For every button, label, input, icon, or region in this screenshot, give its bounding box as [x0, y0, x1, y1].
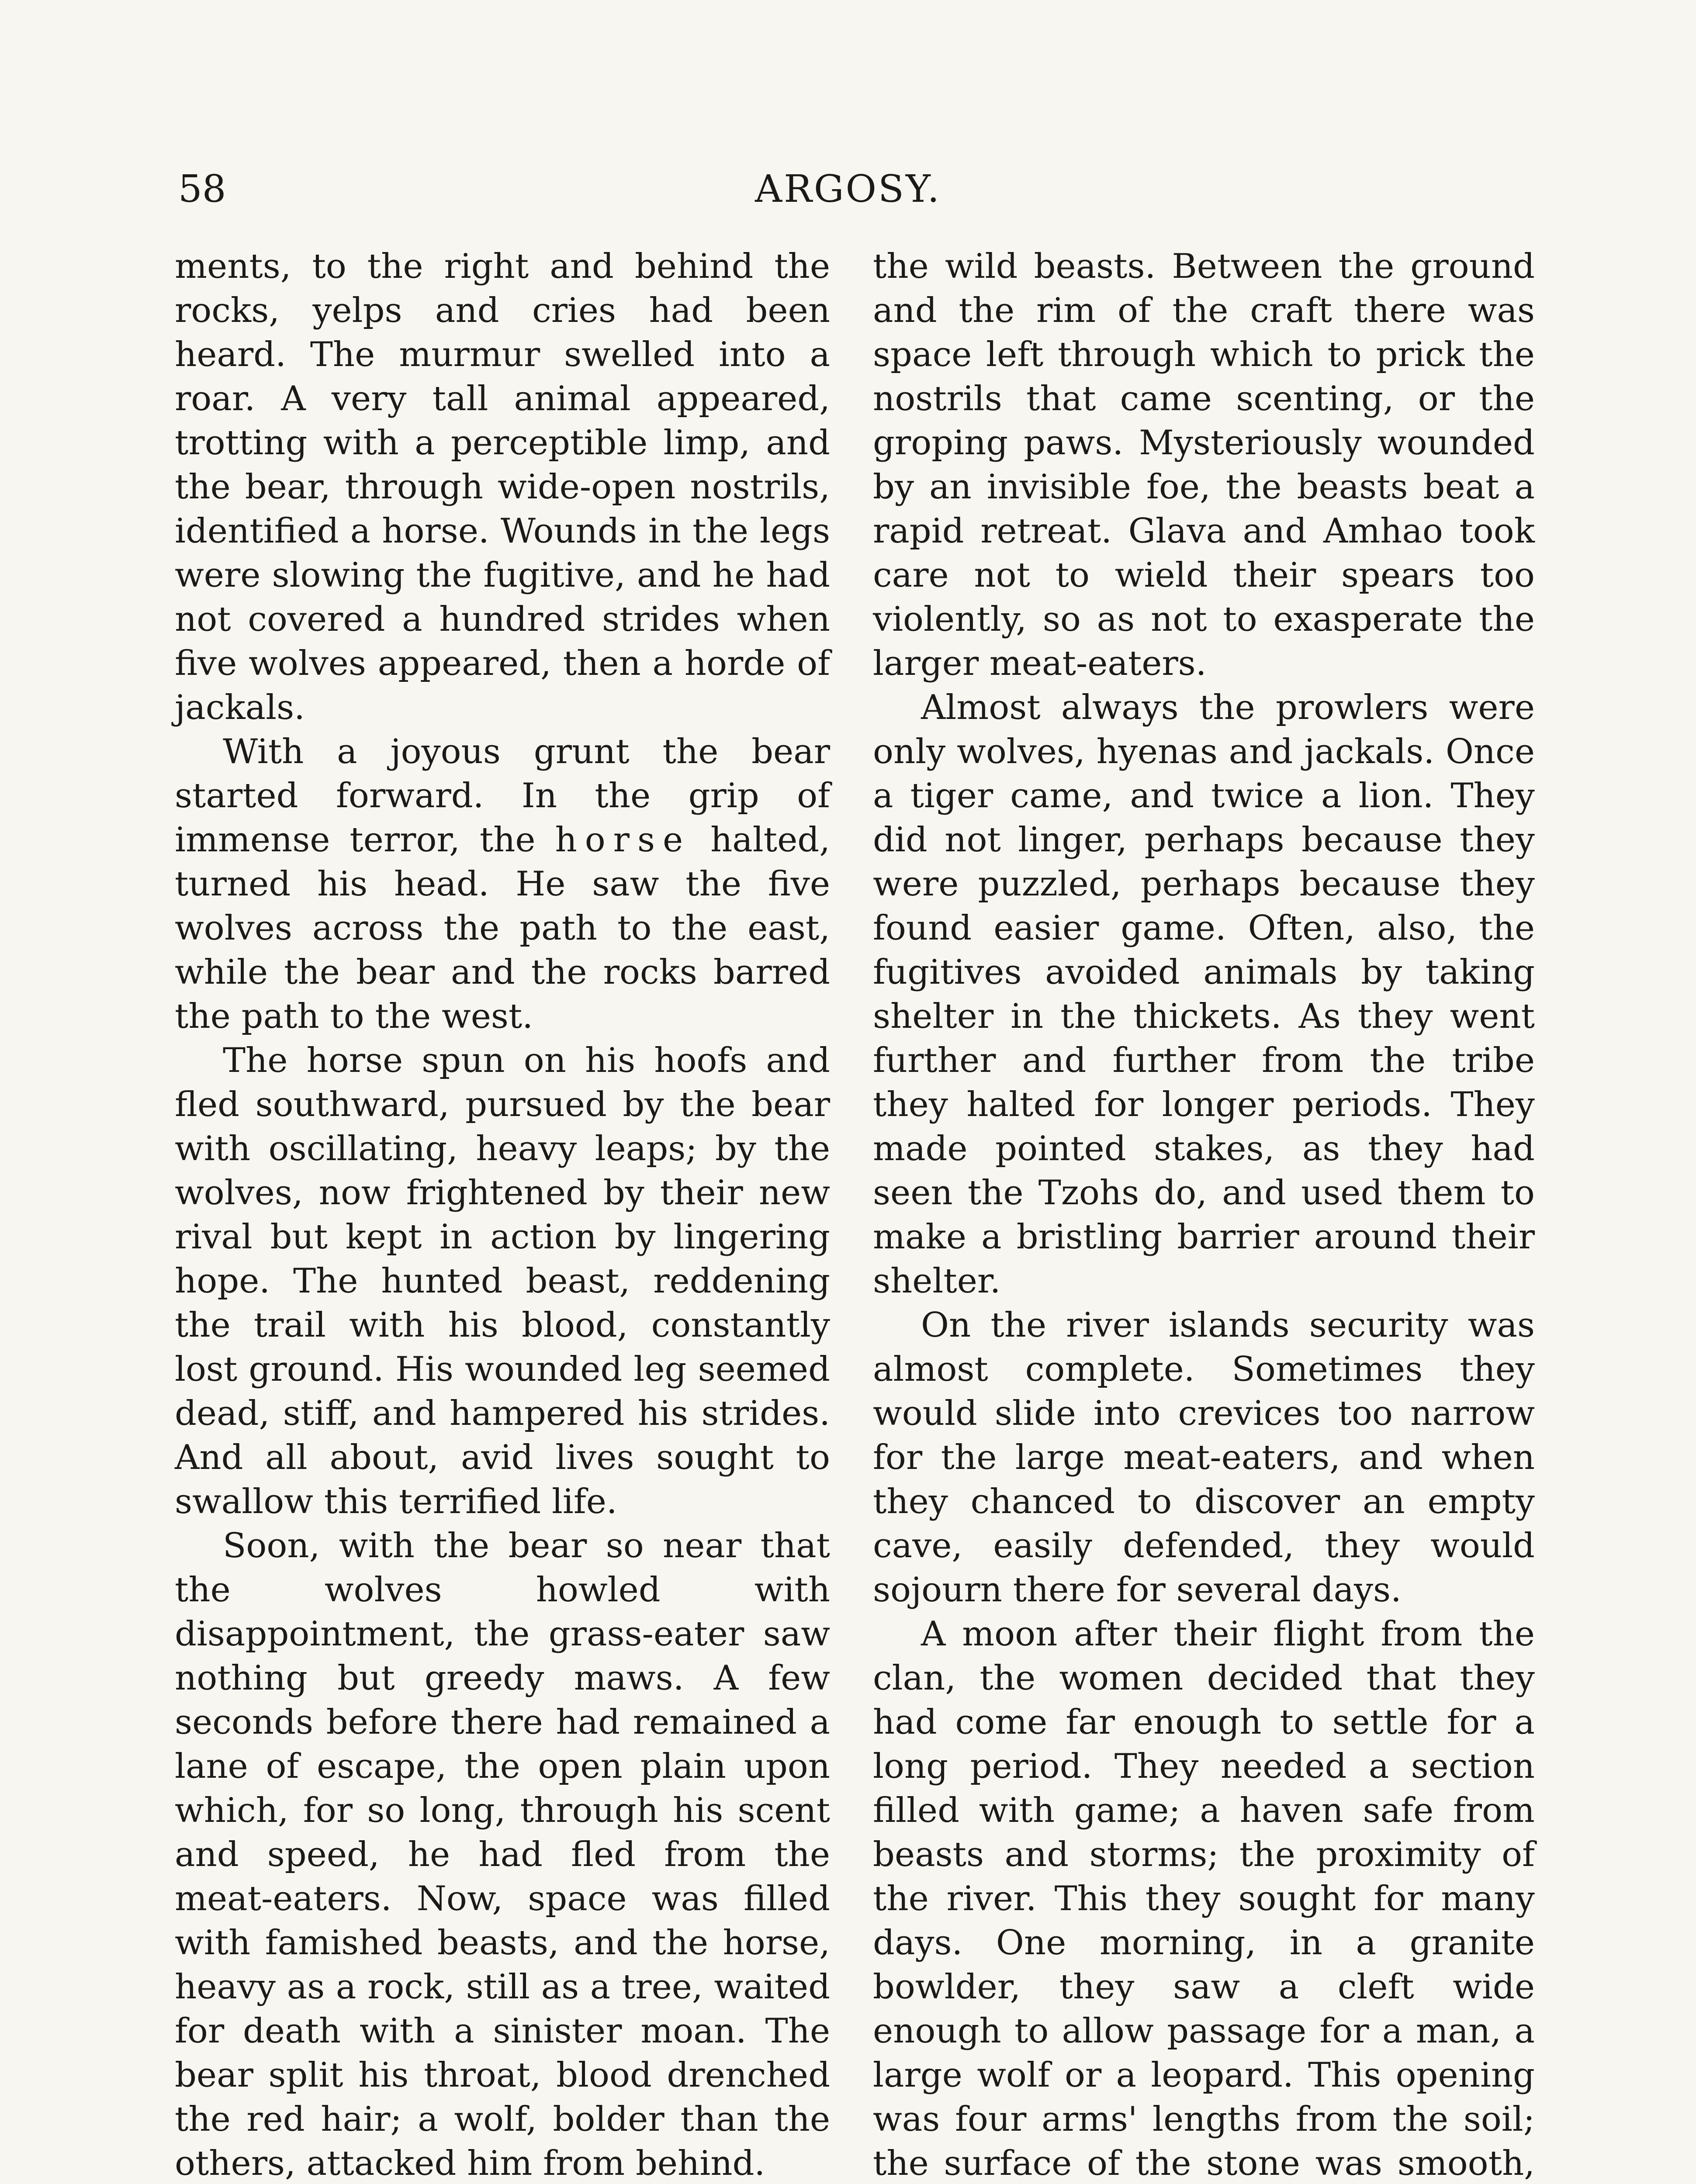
- paragraph: the wild beasts. Between the ground and the rim of the craft there was space left through which to prick the nostrils that came scenting, or the groping paws. Mysteriously wounded by an invisible foe, the beasts beat a rapid retreat. Glava and Amhao took care not to wield their spears too violently, so as not to exasperate the larger meat-eaters.: [873, 247, 1535, 683]
- right-column: [873, 245, 1535, 2184]
- running-head: ARGOSY.: [755, 167, 941, 211]
- spaced-word: horse: [555, 820, 691, 860]
- left-column: [175, 245, 830, 2184]
- paragraph: A moon after their flight from the clan, the women decided that they had come far enough to settle for a long period. They needed a section filled with game; a haven safe from beasts and storms; the proximity of the river. This they sought for many days. One morning, in a granite bowlder, they saw a cleft wide enough to allow passage for a man, a large wolf or a leopard. This opening was four arms' lengths from the soil; the surface of the stone was smooth,: [873, 1614, 1535, 2183]
- paragraph: On the river islands security was almost complete. Sometimes they would slide into crevices too narrow for the large meat-eaters, and when they chanced to discover an empty cave, easily defended, they would sojourn there for several days.: [873, 1306, 1535, 1610]
- paragraph: [175, 730, 830, 1039]
- paragraph-text: halted, turned his head. He saw the five wolves across the path to the east, while the bear and the rocks barred the path to the west.: [175, 820, 830, 1036]
- paragraph: ments, to the right and behind the rocks, yelps and cries had been heard. The murmur swelled into a roar. A very tall animal appeared, trotting with a perceptible limp, and the bear, through wide-open nostrils, identified a horse. Wounds in the legs were slowing the fugitive, and he had not covered a hundred strides when five wolves appeared, then a horde of jackals.: [175, 247, 830, 727]
- paragraph: Soon, with the bear so near that the wolves howled with disappointment, the grass-eater saw nothing but greedy maws. A few seconds before there had remained a lane of escape, the open plain upon which, for so long, through his scent and speed, he had fled from the meat-eaters. Now, space was filled with famished beasts, and the horse, heavy as a rock, still as a tree, waited for death with a sinister moan. The bear split his throat, blood drenched the red hair; a wolf, bolder than the others, attacked him from behind.: [175, 1526, 830, 2183]
- paragraph-text: With a joyous grunt the bear started forward. In the grip of immense terror, the: [175, 732, 830, 860]
- page-number: 58: [178, 167, 226, 211]
- paragraph: The horse spun on his hoofs and fled southward, pursued by the bear with oscillating, heavy leaps; by the wolves, now frightened by their new rival but kept in action by lingering hope. The hunted beast, reddening the trail with his blood, constantly lost ground. His wounded leg seemed dead, stiff, and hampered his strides. And all about, avid lives sought to swallow this terrified life.: [175, 1041, 830, 1521]
- paragraph: Almost always the prowlers were only wolves, hyenas and jackals. Once a tiger came, and twice a lion. They did not linger, perhaps because they were puzzled, perhaps because they found easier game. Often, also, the fugitives avoided animals by taking shelter in the thickets. As they went further and further from the tribe they halted for longer periods. They made pointed stakes, as they had seen the Tzohs do, and used them to make a bristling barrier around their shelter.: [873, 688, 1535, 1301]
